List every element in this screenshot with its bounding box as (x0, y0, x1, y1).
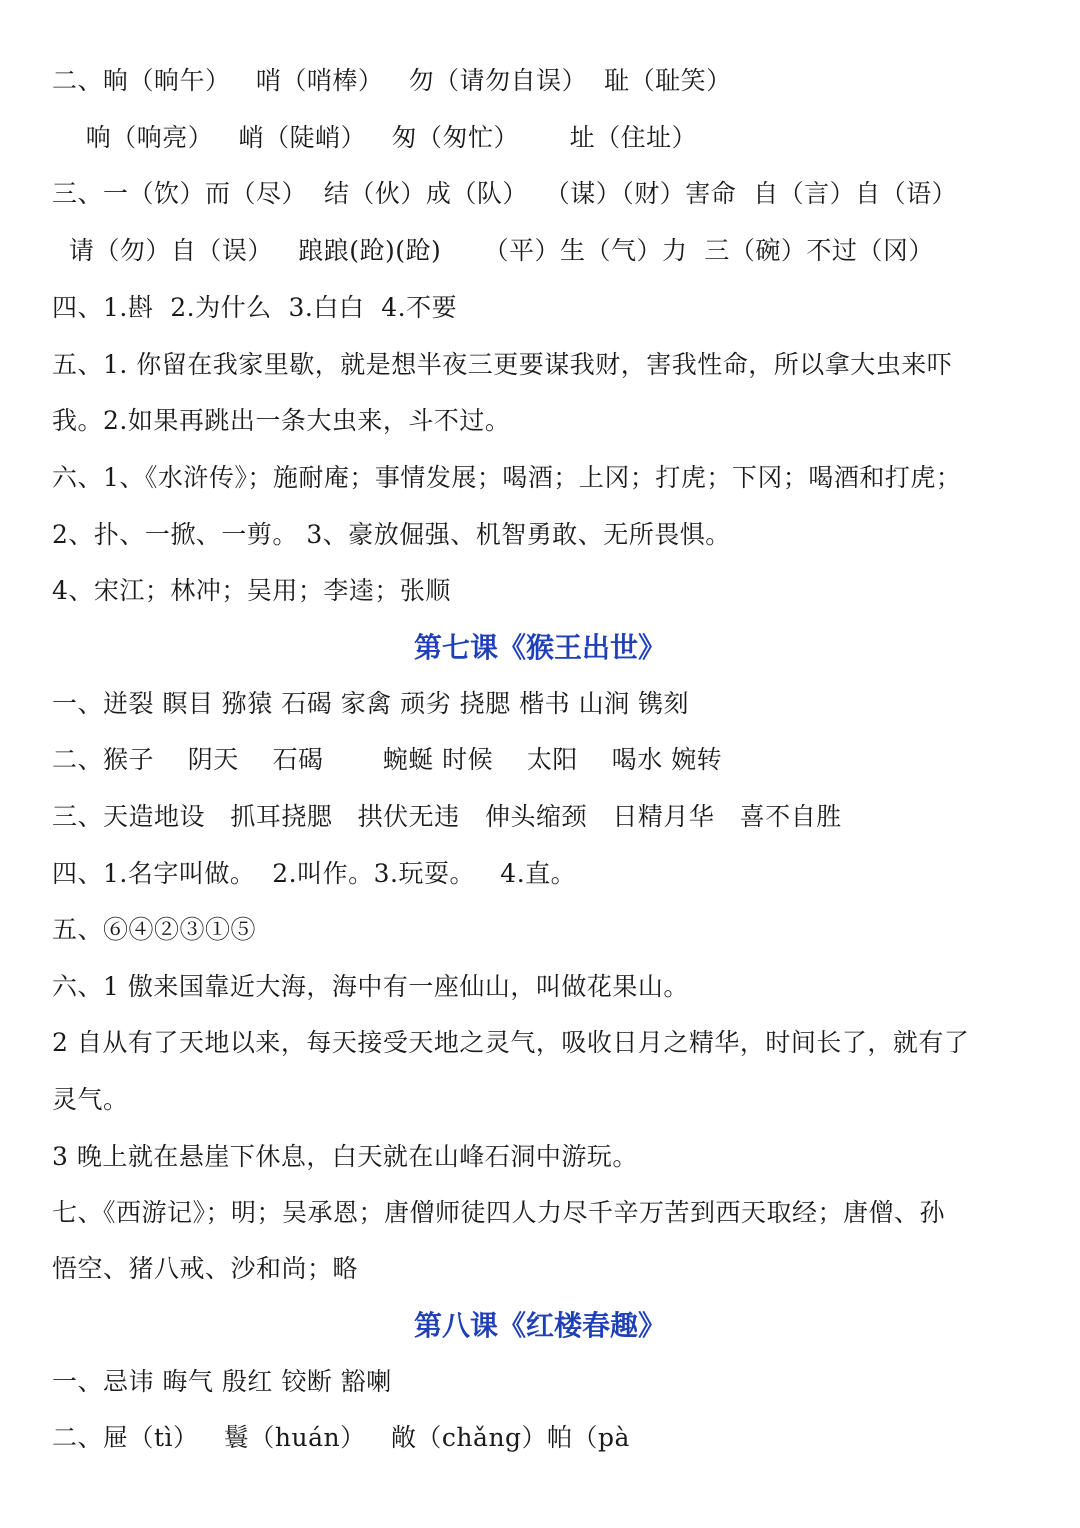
l6-q4: 四、1.斟 2.为什么 3.白白 4.不要 (52, 293, 458, 322)
l7-q7-line2: 悟空、猪八戒、沙和尚；略 (52, 1254, 359, 1283)
lesson7-title: 第七课《猴王出世》 (413, 631, 666, 664)
l7-q4: 四、1.名字叫做。 2.叫作。3.玩耍。 4.直。 (52, 859, 577, 888)
l6-q2-row2: 响（响亮） 峭（陡峭） 匆（匆忙） 址（住址） (52, 123, 698, 152)
l8-q2: 二、屉（tì） 鬟（huán） 敞（chǎng）帕（pà (52, 1423, 630, 1452)
l7-q3: 三、天造地设 抓耳挠腮 拱伏无违 伸头缩颈 日精月华 喜不自胜 (52, 802, 842, 831)
l7-q6-line1: 六、1 傲来国靠近大海，海中有一座仙山，叫做花果山。 (52, 972, 689, 1001)
lesson8-title: 第八课《红楼春趣》 (413, 1309, 666, 1342)
l6-q2-row1: 二、晌（晌午） 哨（哨棒） 勿（请勿自误） 耻（耻笑） (52, 66, 732, 95)
l7-q2: 二、猴子 阴天 石碣 蜿蜒 时候 太阳 喝水 婉转 (52, 745, 723, 774)
l7-q7-line1: 七、《西游记》；明；吴承恩；唐僧师徒四人力尽千辛万苦到西天取经；唐僧、孙 (52, 1198, 946, 1227)
l7-q6-line2: 2 自从有了天地以来，每天接受天地之灵气，吸收日月之精华，时间长了，就有了 (52, 1028, 970, 1057)
l7-q6-line4: 3 晚上就在悬崖下休息，白天就在山峰石洞中游玩。 (52, 1142, 638, 1171)
l7-q6-line3: 灵气。 (52, 1085, 129, 1114)
l6-q5-line1: 五、1. 你留在我家里歇，就是想半夜三更要谋我财，害我性命，所以拿大虫来吓 (52, 350, 953, 379)
l7-q5: 五、⑥④②③①⑤ (52, 915, 257, 944)
l6-q6-line2: 2、扑、一掀、一剪。 3、豪放倔强、机智勇敢、无所畏惧。 (52, 520, 731, 549)
l6-q3-row1: 三、一（饮）而（尽） 结（伙）成（队） （谋）（财）害命 自（言）自（语） (52, 179, 958, 208)
l6-q3-row2: 请（勿）自（误） 踉踉(跄)(跄) （平）生（气）力 三（碗）不过（冈） (52, 236, 934, 265)
l7-q1: 一、迸裂 瞑目 猕猿 石碣 家禽 顽劣 挠腮 楷书 山涧 镌刻 (52, 689, 690, 718)
l8-q1: 一、忌讳 晦气 殷红 铰断 豁喇 (52, 1367, 392, 1396)
l6-q5-line2: 我。2.如果再跳出一条大虫来，斗不过。 (52, 406, 511, 435)
l6-q6-line3: 4、宋江；林冲；吴用；李逵；张顺 (52, 576, 451, 605)
l6-q6-line1: 六、1、《水浒传》；施耐庵；事情发展；喝酒；上冈；打虎；下冈；喝酒和打虎； (52, 463, 962, 492)
